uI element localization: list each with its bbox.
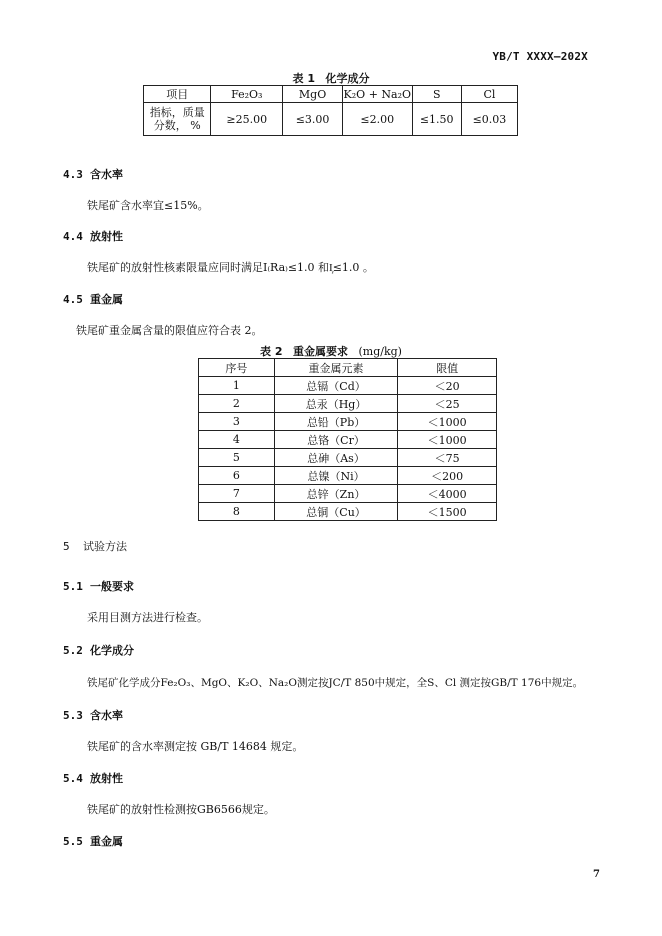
table-cell: 2 bbox=[199, 395, 275, 413]
table-cell: 4 bbox=[199, 431, 275, 449]
radioactivity-text: 铁尾矿的放射性核素限量应同时满足I₍Ra₎≤1.0 和I᷊≤1.0 。 bbox=[87, 261, 374, 274]
table-cell: ＜1500 bbox=[398, 503, 497, 521]
table-cell: 总砷（As） bbox=[274, 449, 397, 467]
section-heading bbox=[63, 291, 123, 307]
table-header-cell: Fe₂O₃ bbox=[211, 86, 283, 103]
section-paragraph: 铁尾矿的放射性检测按GB6566规定。 bbox=[87, 803, 275, 816]
table-header-cell: 序号 bbox=[199, 359, 275, 377]
section-number: 5.2 bbox=[63, 644, 83, 657]
section-paragraph: 铁尾矿的含水率测定按 GB/T 14684 规定。 bbox=[87, 740, 304, 753]
table-row bbox=[199, 413, 497, 431]
table-header-cell: 项目 bbox=[144, 86, 211, 103]
table-header-cell: 重金属元素 bbox=[274, 359, 397, 377]
table-header-cell: K₂O + Na₂O bbox=[343, 87, 412, 101]
table-cell: ＜1000 bbox=[398, 431, 497, 449]
section-heading bbox=[63, 578, 134, 594]
table-cell: 1 bbox=[199, 377, 275, 395]
section-title: 放射性 bbox=[90, 772, 123, 785]
table-cell: ＜200 bbox=[398, 467, 497, 485]
table-row-label: 指标，质量分数， % bbox=[144, 103, 211, 136]
table-row bbox=[144, 103, 518, 136]
section-number: 5.4 bbox=[63, 772, 83, 785]
section-number: 5.1 bbox=[63, 580, 83, 593]
section-heading bbox=[63, 166, 123, 182]
table-cell: ≤3.00 bbox=[283, 103, 343, 136]
table-cell: 3 bbox=[199, 413, 275, 431]
section-heading bbox=[63, 228, 123, 244]
section-number: 5.5 bbox=[63, 835, 83, 848]
page-number: 7 bbox=[593, 869, 600, 880]
table-cell: 总铅（Pb） bbox=[274, 413, 397, 431]
table-header-row bbox=[144, 86, 518, 103]
table-cell: ＜4000 bbox=[398, 485, 497, 503]
table-row bbox=[199, 431, 497, 449]
section-number: 4.5 bbox=[63, 293, 83, 306]
table-cell: ＜25 bbox=[398, 395, 497, 413]
table-cell: 总铜（Cu） bbox=[274, 503, 397, 521]
section-title: 含水率 bbox=[90, 168, 123, 181]
chemical-composition-table bbox=[143, 85, 518, 136]
table-cell: 8 bbox=[199, 503, 275, 521]
table-cell: 总锌（Zn） bbox=[274, 485, 397, 503]
table2-caption bbox=[0, 343, 662, 359]
table-cell: 5 bbox=[199, 449, 275, 467]
heavy-metal-table bbox=[198, 358, 497, 521]
table-row bbox=[199, 503, 497, 521]
table-cell: ≤1.50 bbox=[412, 103, 461, 136]
table-header-cell: 限值 bbox=[398, 359, 497, 377]
section-title: 化学成分 bbox=[90, 644, 134, 657]
table-header-row bbox=[199, 359, 497, 377]
table-header-cell: Cl bbox=[461, 86, 517, 103]
section-number: 5 bbox=[63, 540, 70, 553]
section-title: 试验方法 bbox=[83, 540, 127, 553]
table-cell: 总汞（Hg） bbox=[274, 395, 397, 413]
section-heading bbox=[63, 770, 123, 786]
section-title: 放射性 bbox=[90, 230, 123, 243]
table-cell: ≤0.03 bbox=[461, 103, 517, 136]
table1-caption-title: 化学成分 bbox=[325, 72, 370, 85]
section-heading bbox=[63, 707, 123, 723]
table-row bbox=[199, 467, 497, 485]
table-row bbox=[199, 485, 497, 503]
table-cell: 总镍（Ni） bbox=[274, 467, 397, 485]
table-cell: ＜75 bbox=[398, 449, 497, 467]
section-paragraph: 铁尾矿重金属含量的限值应符合表 2。 bbox=[76, 324, 263, 337]
section-title: 重金属 bbox=[90, 293, 123, 306]
section-number: 5.3 bbox=[63, 709, 83, 722]
section-number: 4.3 bbox=[63, 168, 83, 181]
section-paragraph: 采用目测方法进行检查。 bbox=[87, 611, 208, 624]
table-header-cell: MgO bbox=[283, 86, 343, 103]
table-cell: ＜20 bbox=[398, 377, 497, 395]
table1-caption-label: 表 1 bbox=[292, 72, 315, 85]
table-header-cell: S bbox=[412, 86, 461, 103]
table-cell: ≥25.00 bbox=[211, 103, 283, 136]
section-paragraph: 铁尾矿化学成分Fe₂O₃、MgO、K₂O、Na₂O测定按JC/T 850中规定，全S、Cl 测定按GB/T 176中规定。 bbox=[87, 677, 584, 689]
table1-caption bbox=[0, 70, 662, 86]
section-title: 含水率 bbox=[90, 709, 123, 722]
section-heading bbox=[63, 642, 134, 658]
section-title: 重金属 bbox=[90, 835, 123, 848]
table2-caption-label: 表 2 bbox=[260, 345, 283, 358]
table-cell: ＜1000 bbox=[398, 413, 497, 431]
table-cell: 总铬（Cr） bbox=[274, 431, 397, 449]
section-heading bbox=[63, 833, 123, 849]
document-code: YB/T XXXX—202X bbox=[492, 50, 588, 63]
table-cell: 7 bbox=[199, 485, 275, 503]
section-title: 一般要求 bbox=[90, 580, 134, 593]
section-number: 4.4 bbox=[63, 230, 83, 243]
table2-caption-unit: (mg/kg) bbox=[358, 345, 402, 358]
table-row bbox=[199, 377, 497, 395]
table-cell: ≤2.00 bbox=[343, 103, 413, 136]
table-row bbox=[199, 395, 497, 413]
table-cell: 6 bbox=[199, 467, 275, 485]
table2-caption-title: 重金属要求 bbox=[293, 345, 348, 358]
section-paragraph: 铁尾矿含水率宜≤15%。 bbox=[87, 199, 209, 212]
table-row bbox=[199, 449, 497, 467]
chapter-heading bbox=[63, 538, 127, 554]
table-cell: 总镉（Cd） bbox=[274, 377, 397, 395]
section-paragraph bbox=[87, 259, 374, 275]
